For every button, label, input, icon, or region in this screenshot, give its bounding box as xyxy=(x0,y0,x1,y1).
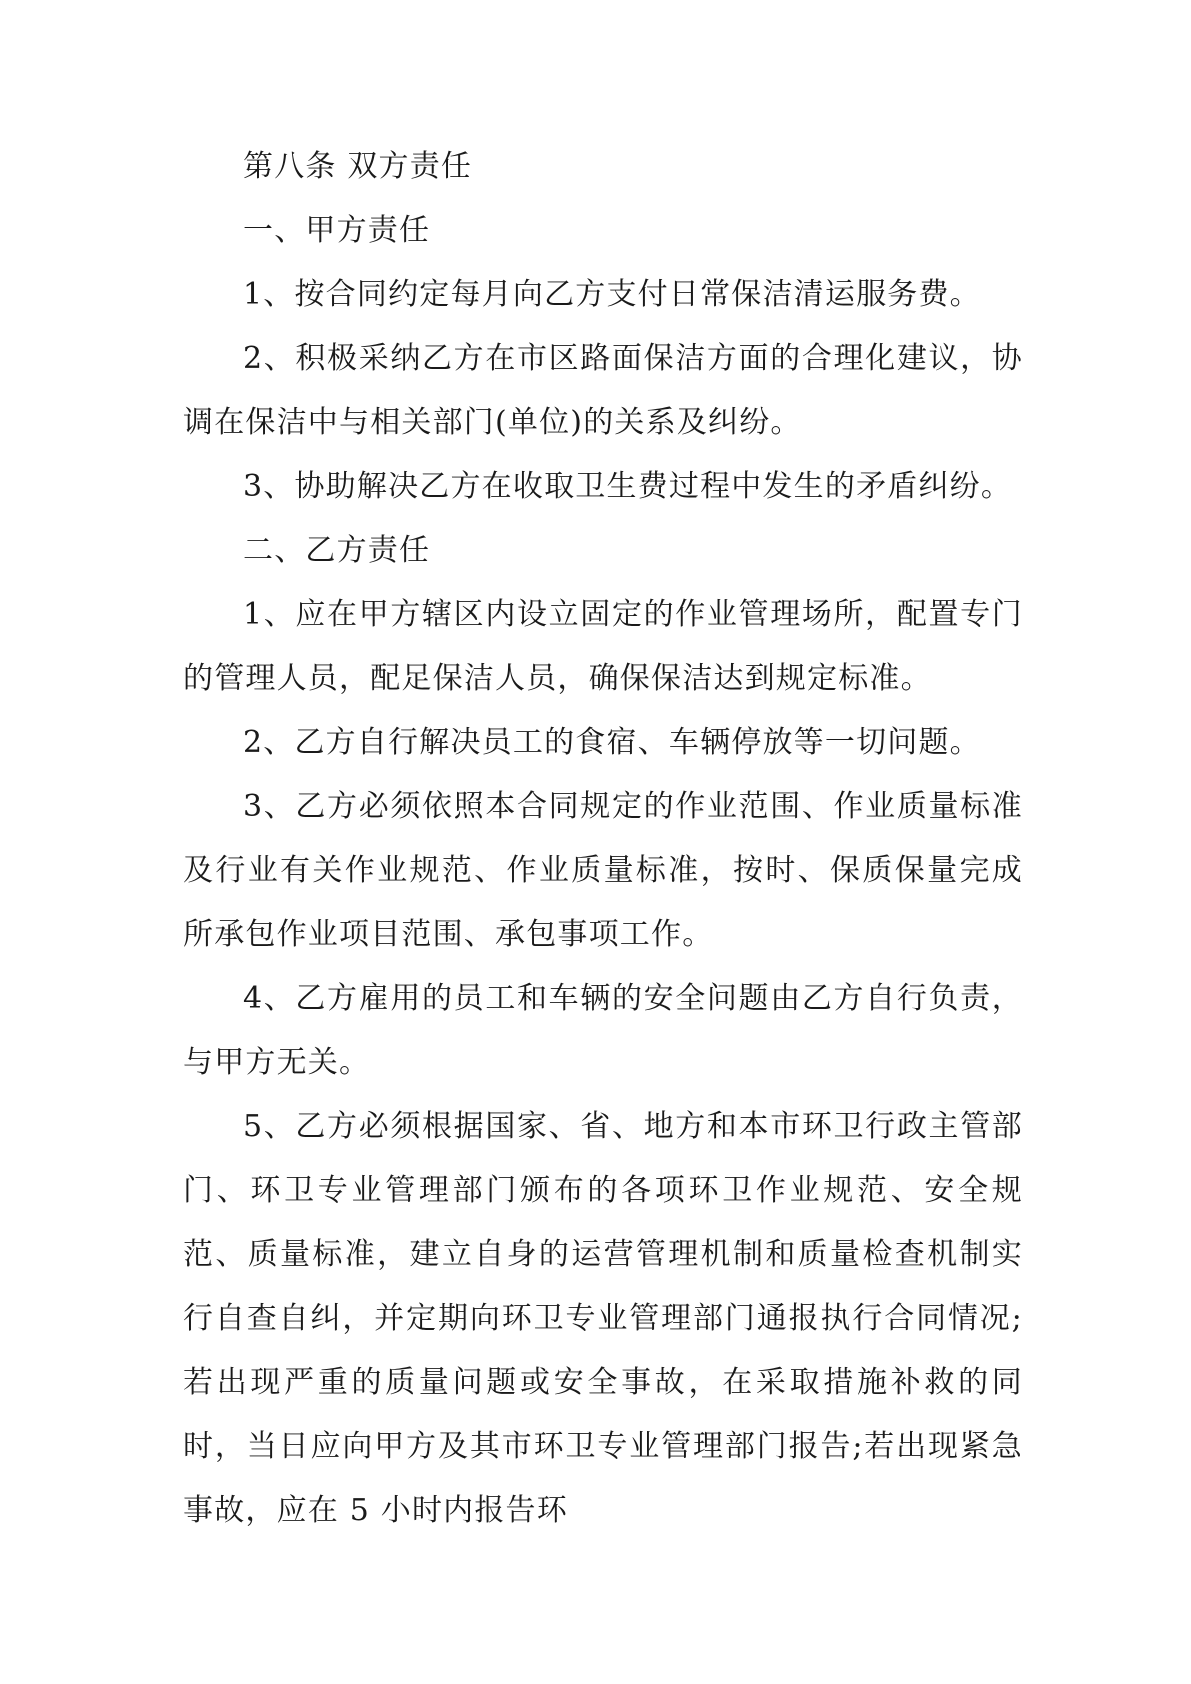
party-a-item-2: 2、积极采纳乙方在市区路面保洁方面的合理化建议，协调在保洁中与相关部门(单位)的关系及纠纷。 xyxy=(183,341,1023,440)
party-a-item-3: 3、协助解决乙方在收取卫生费过程中发生的矛盾纠纷。 xyxy=(243,469,1013,504)
party-a-heading: 一、甲方责任 xyxy=(243,213,431,248)
party-a-item-1: 1、按合同约定每月向乙方支付日常保洁清运服务费。 xyxy=(243,277,981,312)
party-b-item-2: 2、乙方自行解决员工的食宿、车辆停放等一切问题。 xyxy=(243,725,981,760)
party-b-heading: 二、乙方责任 xyxy=(243,533,431,568)
party-b-item-5: 5、乙方必须根据国家、省、地方和本市环卫行政主管部门、环卫专业管理部门颁布的各项环卫作业规范、安全规范、质量标准，建立自身的运营管理机制和质量检查机制实行自查自纠，并定期向环卫专业管理部门通报执行合同情况;若出现严重的质量问题或安全事故，在采取措施补救的同时，当日应向甲方及其市环卫专业管理部门报告;若出现紧急事故，应在 5 小时内报告环 xyxy=(183,1109,1023,1528)
article-title: 第八条 双方责任 xyxy=(243,149,473,184)
party-b-item-4: 4、乙方雇用的员工和车辆的安全问题由乙方自行负责，与甲方无关。 xyxy=(183,981,1023,1080)
document-body xyxy=(183,135,1023,1543)
party-b-item-1: 1、应在甲方辖区内设立固定的作业管理场所，配置专门的管理人员，配足保洁人员，确保保洁达到规定标准。 xyxy=(183,597,1023,696)
party-b-item-3: 3、乙方必须依照本合同规定的作业范围、作业质量标准及行业有关作业规范、作业质量标准，按时、保质保量完成所承包作业项目范围、承包事项工作。 xyxy=(183,789,1023,952)
